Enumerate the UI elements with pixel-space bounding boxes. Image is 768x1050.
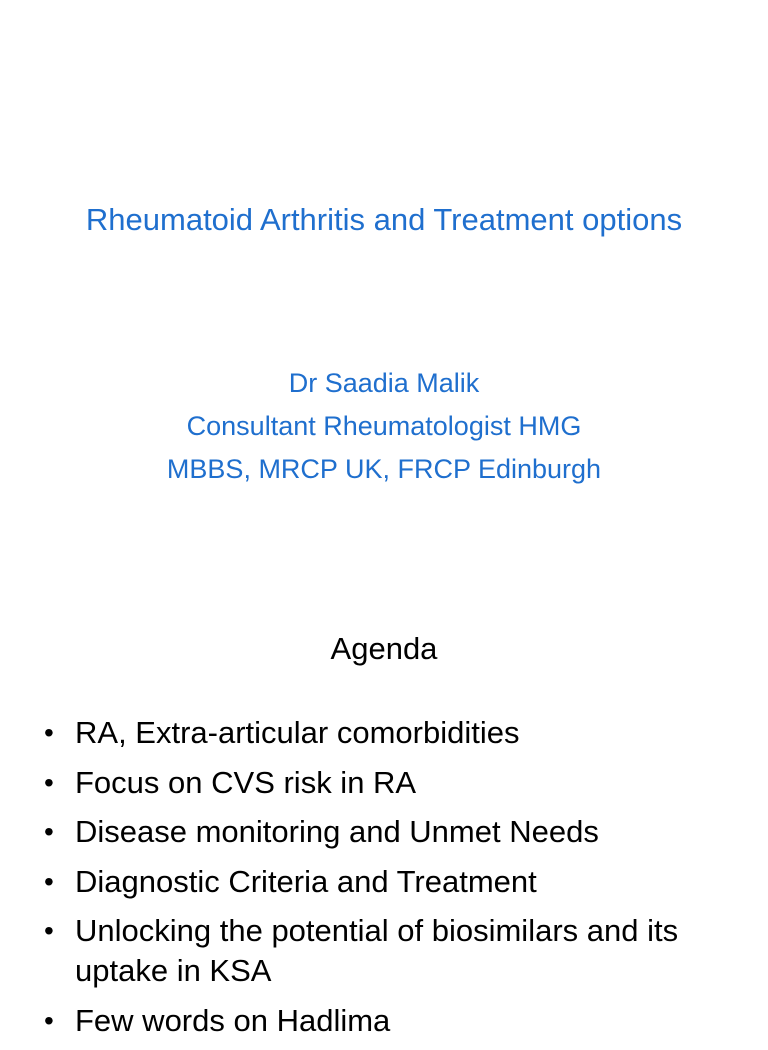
- bullet-icon: •: [44, 1004, 54, 1036]
- agenda-item-text: Disease monitoring and Unmet Needs: [75, 814, 599, 849]
- agenda-list: [0, 713, 768, 1050]
- bullet-icon: •: [44, 717, 54, 748]
- agenda-item: [0, 1001, 768, 1041]
- agenda-item-text: Diagnostic Criteria and Treatment: [75, 863, 537, 899]
- presenter-name: Dr Saadia Malik: [288, 368, 480, 398]
- agenda-item-text: RA, Extra-articular comorbidities: [75, 715, 520, 750]
- agenda-item-text: Focus on CVS risk in RA: [75, 764, 417, 800]
- bullet-icon: •: [44, 816, 54, 847]
- presenter-credentials: MBBS, MRCP UK, FRCP Edinburgh: [166, 454, 602, 484]
- bullet-icon: •: [44, 766, 54, 798]
- bullet-icon: •: [44, 865, 54, 897]
- presenter-role: Consultant Rheumatologist HMG: [186, 411, 582, 441]
- agenda-item-text: Few words on Hadlima: [75, 1002, 391, 1038]
- agenda-item-text: Unlocking the potential of biosimilars and its uptake in KSA: [75, 913, 679, 988]
- presenter-block: [0, 362, 768, 491]
- slide-title: Rheumatoid Arthritis and Treatment options: [85, 202, 683, 237]
- agenda-item: [0, 911, 768, 991]
- agenda-heading: Agenda: [330, 631, 438, 666]
- bullet-icon: •: [44, 915, 54, 946]
- agenda-item: [0, 812, 768, 852]
- agenda-item: [0, 862, 768, 902]
- agenda-item: [0, 763, 768, 803]
- agenda-item: [0, 713, 768, 753]
